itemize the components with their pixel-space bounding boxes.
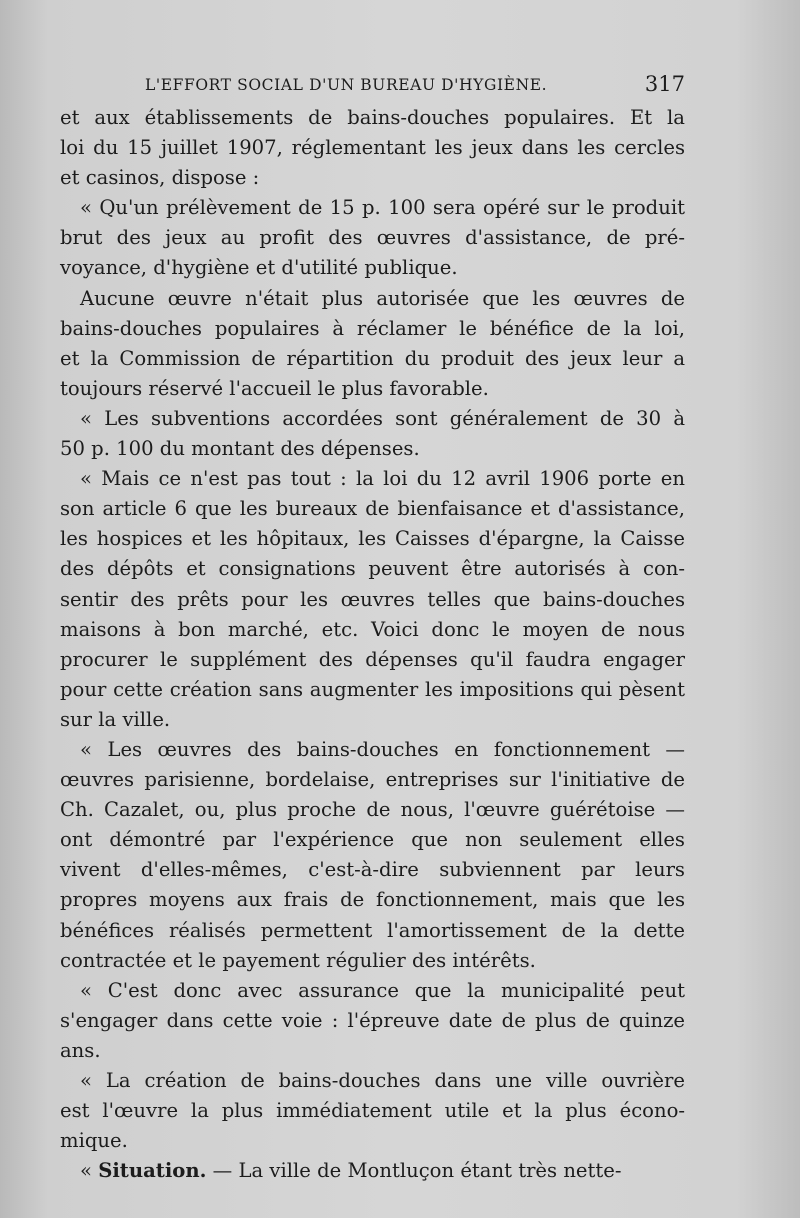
text-line: voyance, d'hygiène et d'utilité publique. xyxy=(60,256,458,280)
text-line: des dépôts et consignations peuvent être autorisés à con- xyxy=(60,557,685,581)
section-heading-situation: Situation. xyxy=(98,1159,207,1183)
text-line: « C'est donc avec assurance que la municipalité peut xyxy=(80,978,685,1002)
text-line: « La création de bains-douches dans une ville ouvrière xyxy=(80,1069,685,1092)
page-number: 317 xyxy=(644,72,685,96)
text-line: Ch. Cazalet, ou, plus proche de nous, l'œuvre guérétoise — xyxy=(60,798,685,822)
text-line: Aucune œuvre n'était plus autorisée que les œuvres de xyxy=(80,286,685,310)
text-line: ont démontré par l'expérience que non seulement elles xyxy=(60,828,685,852)
text-line: œuvres parisienne, bordelaise, entreprises sur l'initiative de xyxy=(60,768,685,792)
text-line: contractée et le payement régulier des intérêts. xyxy=(60,948,536,972)
text-line: procurer le supplément des dépenses qu'il faudra engager xyxy=(60,647,685,671)
text-line: et casinos, dispose : xyxy=(60,166,260,190)
text-line: mique. xyxy=(60,1129,128,1153)
text-line: « Les œuvres des bains-douches en fonctionnement — xyxy=(80,737,685,761)
text-line: vivent d'elles-mêmes, c'est-à-dire subviennent par leurs xyxy=(60,858,685,882)
text-line: les hospices et les hôpitaux, les Caisses d'épargne, la Caisse xyxy=(60,527,685,551)
text-line: est l'œuvre la plus immédiatement utile et la plus écono- xyxy=(60,1099,685,1123)
text-line: sur la ville. xyxy=(60,707,171,731)
text-line: bénéfices réalisés permettent l'amortissement de la dette xyxy=(60,918,685,942)
text-line: sentir des prêts pour les œuvres telles que bains-douches xyxy=(60,587,685,611)
text-line-final xyxy=(60,1156,685,1186)
text-line: s'engager dans cette voie : l'épreuve date de plus de quinze xyxy=(60,1008,685,1032)
text-line: toujours réservé l'accueil le plus favorable. xyxy=(60,376,489,400)
open-quote: « xyxy=(80,1159,99,1183)
text-line: propres moyens aux frais de fonctionnement, mais que les xyxy=(60,888,685,912)
running-header xyxy=(145,72,685,102)
text-line: son article 6 que les bureaux de bienfaisance et d'assistance, xyxy=(60,497,685,521)
text-lines xyxy=(60,103,685,1156)
text-line: pour cette création sans augmenter les impositions qui pèsent xyxy=(60,677,685,701)
text-line: maisons à bon marché, etc. Voici donc le moyen de nous xyxy=(60,617,685,641)
running-title: L'EFFORT SOCIAL D'UN BUREAU D'HYGIÈNE. xyxy=(145,76,548,94)
text-line: brut des jeux au profit des œuvres d'assistance, de pré- xyxy=(60,226,685,250)
text-line: « Qu'un prélèvement de 15 p. 100 sera opéré sur le produit xyxy=(80,196,685,220)
text-line: ans. xyxy=(60,1038,101,1062)
text-line: et la Commission de répartition du produit des jeux leur a xyxy=(60,346,685,370)
text-line: loi du 15 juillet 1907, réglementant les jeux dans les cercles xyxy=(60,136,685,160)
text-line: 50 p. 100 du montant des dépenses. xyxy=(60,437,420,461)
text-line: bains-douches populaires à réclamer le bénéfice de la loi, xyxy=(60,316,685,340)
body-text xyxy=(60,103,685,1186)
text-line: et aux établissements de bains-douches populaires. Et la xyxy=(60,106,685,129)
text-line: « Les subventions accordées sont généralement de 30 à xyxy=(80,406,685,430)
final-line-rest: — La ville de Montluçon étant très nette- xyxy=(206,1159,622,1183)
text-line: « Mais ce n'est pas tout : la loi du 12 avril 1906 porte en xyxy=(80,467,685,491)
